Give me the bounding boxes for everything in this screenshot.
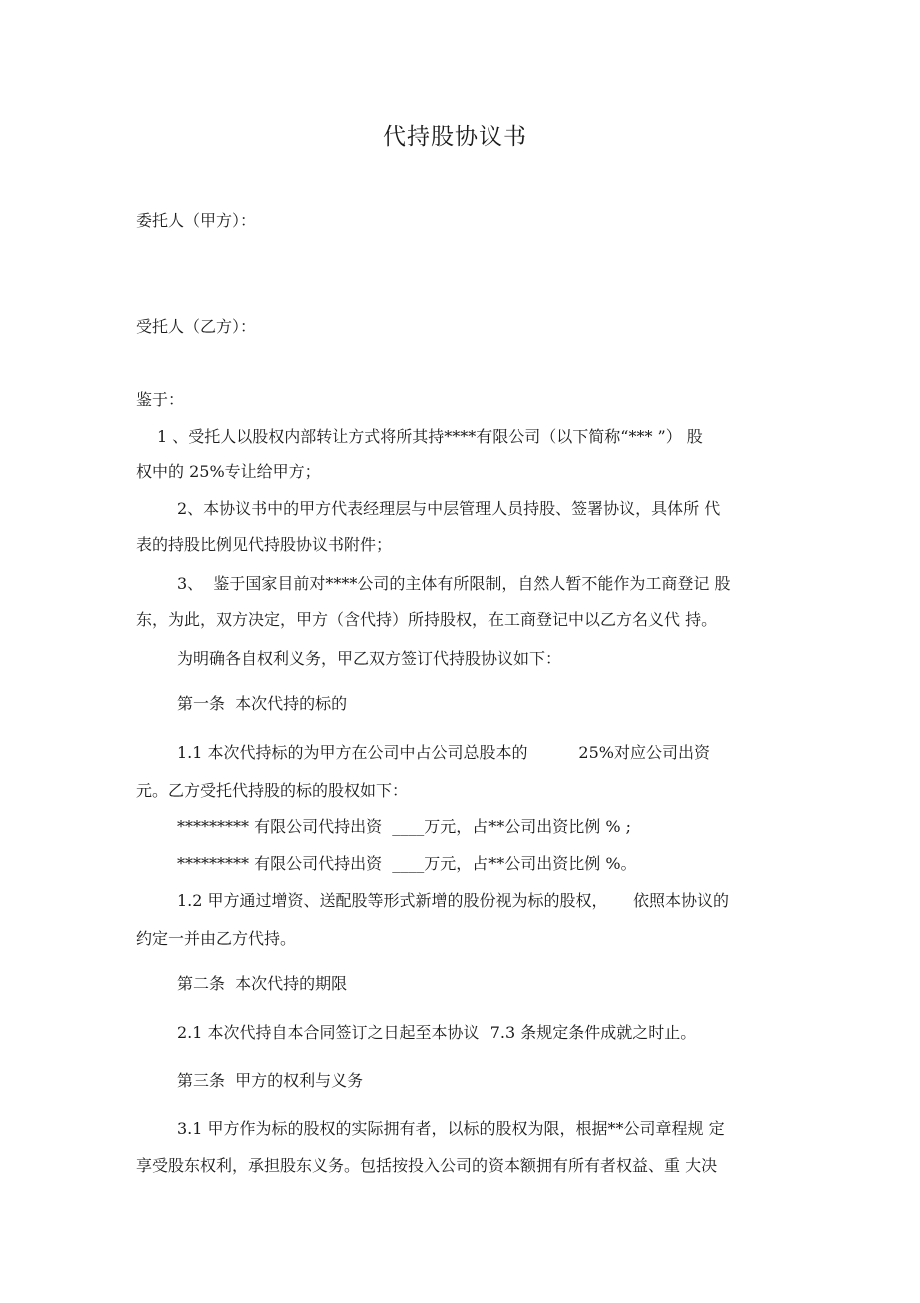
text-line: ********* 有限公司代持出资 ____万元，占**公司出资比例 % ; bbox=[177, 817, 632, 836]
text-line: 3、 鉴于国家目前对****公司的主体有所限制，自然人暂不能作为工商登记 股 bbox=[177, 574, 731, 593]
principal-party-label: 委托人（甲方）： bbox=[136, 211, 257, 230]
text-line: 元。乙方受托代持股的标的股权如下： bbox=[136, 781, 409, 800]
text-line: 约定一并由乙方代持。 bbox=[136, 929, 297, 948]
trustee-party-label: 受托人（乙方）： bbox=[136, 317, 257, 336]
text-line: 东，为此，双方决定，甲方（含代持）所持股权，在工商登记中以乙方名义代 持。 bbox=[136, 610, 718, 629]
article-heading: 第二条 本次代持的期限 bbox=[177, 974, 348, 993]
whereas-heading: 鉴于： bbox=[136, 390, 185, 409]
text-line: 1 、受托人以股权内部转让方式将所其持****有限公司（以下简称“*** ”） 股 bbox=[157, 427, 703, 446]
text-line: 权中的 25%专让给甲方； bbox=[136, 462, 321, 481]
text-line: 2、本协议书中的甲方代表经理层与中层管理人员持股、签署协议，具体所 代 bbox=[177, 499, 721, 518]
text-line: 表的持股比例见代持股协议书附件； bbox=[136, 535, 393, 554]
text-line: ********* 有限公司代持出资 ____万元，占**公司出资比例 %。 bbox=[177, 854, 637, 873]
text-line: 1.1 本次代持标的为甲方在公司中占公司总股本的 25%对应公司出资 bbox=[177, 743, 710, 762]
text-line: 3.1 甲方作为标的股权的实际拥有者，以标的股权为限，根据**公司章程规 定 bbox=[177, 1119, 725, 1138]
text-line: 为明确各自权利义务，甲乙双方签订代持股协议如下： bbox=[177, 649, 562, 668]
text-line: 1.2 甲方通过增资、送配股等形式新增的股份视为标的股权， 依照本协议的 bbox=[177, 891, 729, 910]
article-heading: 第三条 甲方的权利与义务 bbox=[177, 1071, 364, 1090]
article-heading: 第一条 本次代持的标的 bbox=[177, 694, 348, 713]
text-line: 2.1 本次代持自本合同签订之日起至本协议 7.3 条规定条件成就之时止。 bbox=[177, 1023, 697, 1042]
text-line: 享受股东权利，承担股东义务。包括按投入公司的资本额拥有所有者权益、重 大决 bbox=[136, 1156, 718, 1175]
document-title: 代持股协议书 bbox=[383, 124, 527, 150]
